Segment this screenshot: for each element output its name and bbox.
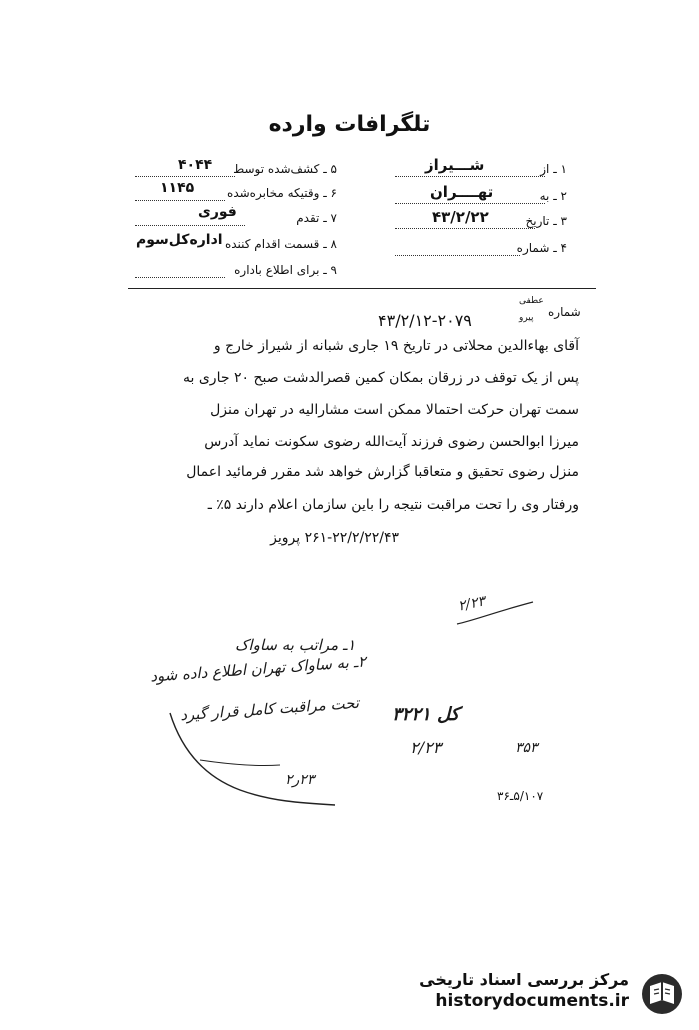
field-to-line [395, 203, 545, 204]
stamp-date: ۲/۲۳ [410, 738, 442, 757]
archive-logo-icon [640, 972, 684, 1016]
field-action-dept-label: ۸ ـ قسمت اقدام کننده [224, 237, 337, 251]
field-number-label: ۴ ـ شماره [516, 241, 567, 255]
number-annotation-bottom: پیرو [519, 313, 534, 323]
signature-stroke [160, 705, 340, 815]
field-decoded-by-value: ۴۰۴۴ [178, 157, 213, 173]
field-priority-value: فوری [198, 204, 237, 220]
body-line: پس از یک توقف در زرقان بمکان کمین قصرالدشت صبح ۲۰ جاری به [183, 370, 579, 386]
note-line-3: تحت مراقبت کامل قرار گیرد [179, 693, 360, 725]
watermark [419, 970, 629, 1011]
body-line: آقای بهاءالدین محلاتی در تاریخ ۱۹ جاری شبانه از شیراز خارج و [213, 338, 579, 354]
field-priority-line [135, 225, 245, 226]
note-line-2: ۲ـ به ساواک تهران اطلاع داده شود [149, 652, 367, 686]
margin-scribble [455, 600, 535, 630]
field-sent-time-label: ۶ ـ وقتیکه مخابره‌شده [227, 186, 337, 200]
field-info-label: ۹ ـ برای اطلاع باداره [234, 263, 337, 277]
field-decoded-by-label: ۵ ـ کشف‌شده توسط [233, 162, 337, 176]
number-annotation-top: عطفی [519, 296, 544, 306]
stamp-number: کل ۳۲۲۱ [392, 704, 460, 725]
body-signature-line: ۲۶۱-۲۲/۲/۲۲/۴۳ پرویز [270, 530, 399, 546]
field-to-label: ۲ ـ به [539, 189, 567, 203]
body-line: میرزا ابوالحسن رضوی فرزند آیت‌الله رضوی سکونت نماید آدرس [204, 434, 579, 450]
note-line-1: ۱ـ مراتب به ساواک [235, 636, 356, 654]
field-number-line [395, 255, 520, 256]
body-line: ورفتار وی را تحت مراقبت نتیجه را باین سازمان اعلام دارند ۵٪ ـ [207, 497, 579, 513]
number-value: ۴۳/۲/۱۲-۲۰۷۹ [378, 311, 472, 330]
body-line: سمت تهران حرکت احتمالا ممکن است مشارالیه در تهران منزل [210, 402, 579, 418]
field-sent-time-value: ۱۱۴۵ [160, 180, 195, 196]
field-to-value: تهــــران [430, 183, 494, 201]
side-mark: ۳۵۳ [515, 740, 538, 756]
field-date-value: ۴۳/۲/۲۲ [432, 208, 489, 226]
watermark-english: historydocuments.ir [435, 991, 629, 1011]
document-title: تلگرافات وارده [268, 112, 431, 137]
field-info-line [135, 277, 225, 278]
field-priority-label: ۷ ـ تقدم [296, 211, 337, 225]
field-sent-time-line [135, 200, 225, 201]
field-from-value: شـــیراز [425, 156, 485, 174]
field-from-label: ۱ ـ از [540, 162, 567, 176]
body-line: منزل رضوی تحقیق و متعاقبا گزارش خواهد شد مقرر فرمائید اعمال [186, 464, 579, 480]
field-action-dept-value: اداره‌کل‌سوم [136, 232, 223, 248]
field-date-line [395, 228, 535, 229]
form-code: ۵/۱۰۷ـ۳۶ [497, 789, 544, 803]
field-from-line [395, 176, 545, 177]
header-divider [128, 288, 596, 289]
watermark-persian: مرکز بررسی اسناد تاریخی [419, 970, 629, 989]
note-date: ۲۳ر۲ [285, 772, 315, 788]
field-decoded-by-line [135, 176, 235, 177]
field-date-label: ۳ ـ تاریخ [525, 214, 567, 228]
margin-note: ۲/۲۳ [456, 593, 487, 615]
number-label: شماره [548, 305, 581, 319]
